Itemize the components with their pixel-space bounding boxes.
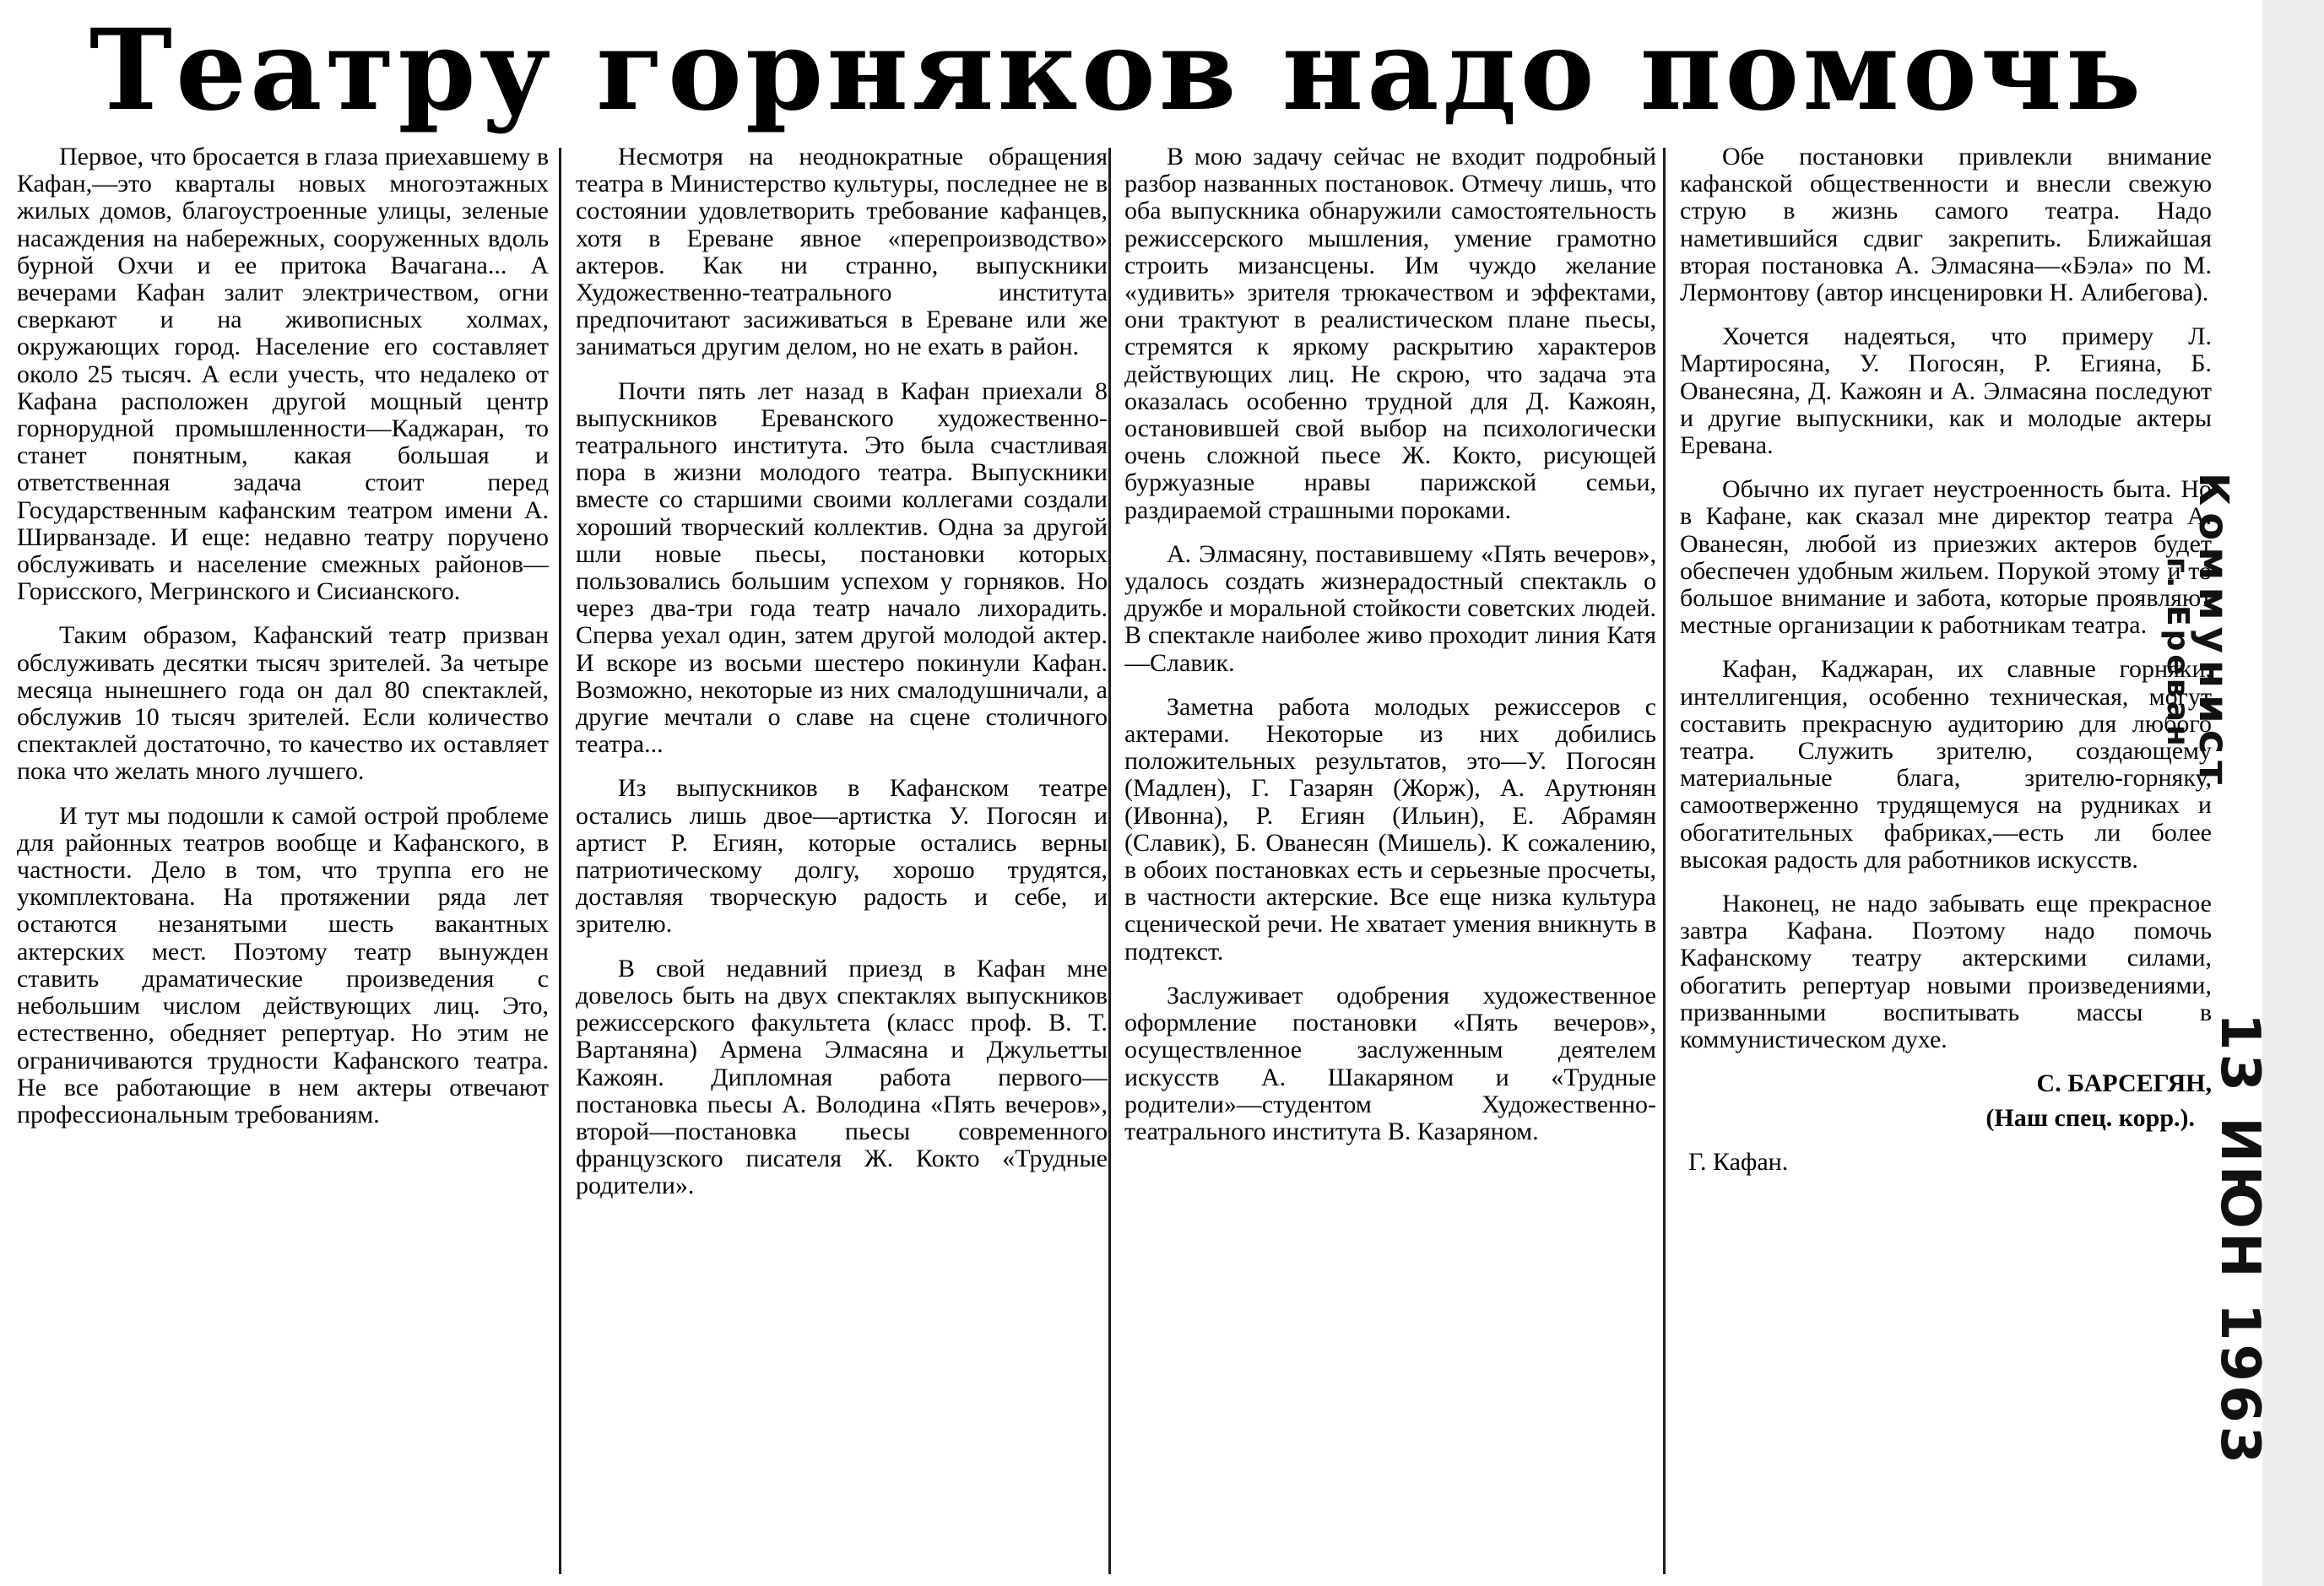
- stamp-city: г. Ереван: [2160, 557, 2195, 750]
- paragraph: Наконец, не надо забывать еще прекрасное завтра Кафана. Поэтому надо помочь Кафанскому театру актерскими силами, обогатить репертуар новыми произведениями, призванными воспитывать массы в коммунистическом духе.: [1680, 890, 2212, 1054]
- column-divider: [559, 148, 561, 1574]
- author-signature: С. БАРСЕГЯН,: [2036, 1069, 2212, 1098]
- article-column-2: [576, 143, 1108, 1578]
- article-headline: Театру горняков надо помочь: [89, 5, 2145, 136]
- paragraph: Первое, что бросается в глаза приехавшему в Кафан,—это кварталы новых многоэтажных жилых домов, благоустроенные улицы, зеленые насаждения на набережных, сооруженных вдоль бурной Охчи и ее притока Вачагана... А вечерами Кафан залит электричеством, огни сверкают и на живописных холмах, окружающих город. Население его составляет около 25 тысяч. А если учесть, что недалеко от Кафана расположен другой мощный центр горнорудной промышленности—Каджаран, то станет понятным, какая большая и ответственная задача стоит перед Государственным кафанским театром имени А. Ширванзаде. И еще: недавно театру поручено обслуживать и население смежных районов—Горисского, Мегринского и Сисианского.: [17, 143, 549, 606]
- paragraph: В свой недавний приезд в Кафан мне довелось быть на двух спектаклях выпускников режиссерского факультета (класс проф. В. Т. Вартаняна) Армена Элмасяна и Джульетты Кажоян. Дипломная работа первого—постановка пьесы А. Володина «Пять вечеров», второй—постановка пьесы современного французского писателя Ж. Кокто «Трудные родители».: [576, 954, 1108, 1200]
- paragraph: Заметна работа молодых режиссеров с актерами. Некоторые из них добились положительных результатов, это—У. Погосян (Мадлен), Г. Газарян (Жорж), А. Арутюнян (Ивонна), Р. Егиян (Ильин), Е. Абрамян (Славик), Б. Ованесян (Мишель). К сожалению, в обоих постановках есть и серьезные просчеты, в частности актерские. Все еще низка культура сценической речи. Не хватает умения вникнуть в подтекст.: [1124, 692, 1656, 966]
- article-column-1: [17, 143, 549, 1578]
- paragraph: Хочется надеяться, что примеру Л. Мартиросяна, У. Погосян, Р. Егияна, Б. Ованесяна, Д. Кажоян и А. Элмасяна последуют и другие выпускники, как и молодые актеры Еревана.: [1680, 322, 2212, 460]
- dateline: Г. Кафан.: [1688, 1147, 1789, 1176]
- paragraph: А. Элмасяну, поставившему «Пять вечеров», удалось создать жизнерадостный спектакль о дружбе и моральной стойкости советских людей. В спектакле наиболее живо проходит линия Катя—Славик.: [1124, 539, 1656, 677]
- paragraph: В мою задачу сейчас не входит подробный разбор названных постановок. Отмечу лишь, что оба выпускника обнаружили самостоятельность режиссерского мышления, умение грамотно строить мизансцены. Им чуждо желание «удивить» зрителя трюкачеством и эффектами, они трактуют в реалистическом плане пьесы, стремятся к яркому раскрытию характеров действующих лиц. Не скрою, что задача эта оказалась особенно трудной для Д. Кажоян, остановившей свой выбор на психологически очень сложной пьесе Ж. Кокто, рисующей буржуазные нравы парижской семьи, раздираемой страшными пороками.: [1124, 143, 1656, 524]
- author-affiliation: (Наш спец. корр.).: [1985, 1103, 2195, 1132]
- paragraph: Кафан, Каджаран, их славные горняки, интеллигенция, особенно техническая, могут составить прекрасную аудиторию для любого театра. Служить зрителю, создающему материальные блага, зрителю-горняку, самоотверженно трудящемуся на рудниках и обогатительных фабриках,—есть ли более высокая радость для работников искусств.: [1680, 655, 2212, 874]
- paragraph: Почти пять лет назад в Кафан приехали 8 выпускников Ереванского художественно-театрального института. Это была счастливая пора в жизни молодого театра. Выпускники вместе со старшими своими коллегами создали хороший творческий коллектив. Одна за другой шли новые пьесы, постановки которых пользовались большим успехом у горняков. Но через два-три года театр начало лихорадить. Сперва уехал один, затем другой молодой актер. И вскоре из восьми шестеро покинули Кафан. Возможно, некоторые из них смалодушничали, а другие мечтали о славе на сцене столичного театра...: [576, 376, 1108, 759]
- paragraph: И тут мы подошли к самой острой проблеме для районных театров вообще и Кафанского, в частности. Дело в том, что труппа его не укомплектована. На протяжении ряда лет остаются незанятыми шесть вакантных актерских мест. Поэтому театр вынужден ставить драматические произведения с небольшим числом действующих лиц. Это, естественно, обедняет репертуар. Но этим не ограничиваются трудности Кафанского театра. Не все работающие в нем актеры отвечают профессиональным требованиям.: [17, 801, 549, 1129]
- paragraph: Обе постановки привлекли внимание кафанской общественности и внесли свежую струю в жизнь самого театра. Надо наметившийся сдвиг закрепить. Ближайшая вторая постановка А. Элмасяна—«Бэла» по М. Лермонтову (автор инсценировки Н. Алибегова).: [1680, 143, 2212, 307]
- column-divider: [1108, 148, 1111, 1574]
- stamp-date: 13 ИЮН 1963: [2208, 1013, 2271, 1467]
- paragraph: Несмотря на неоднократные обращения театра в Министерство культуры, последнее не в состоянии удовлетворить требование кафанцев, хотя в Ереване явное «перепроизводство» актеров. Как ни странно, выпускники Художественно-театрального института предпочитают засиживаться в Ереване или же заниматься другим делом, но не ехать в район.: [576, 143, 1108, 361]
- article-column-3: [1124, 143, 1656, 1578]
- paragraph: Таким образом, Кафанский театр призван обслуживать десятки тысяч зрителей. За четыре месяца нынешнего года он дал 80 спектаклей, обслужив 10 тысяч зрителей. Если количество спектаклей достаточно, то качество их оставляет пока что желать много лучшего.: [17, 621, 549, 786]
- column-divider: [1663, 148, 1666, 1574]
- stamp-newspaper-name: Коммунист: [2190, 473, 2237, 792]
- paragraph: Заслуживает одобрения художественное оформление постановки «Пять вечеров», осуществленное заслуженным деятелем искусств А. Шакаряном и «Трудные родители»—студентом Художественно-театрального института В. Казаряном.: [1124, 981, 1656, 1145]
- article-column-4: [1680, 143, 2212, 1578]
- paragraph: Обычно их пугает неустроенность быта. Но в Кафане, как сказал мне директор театра А. Ованесян, любой из приезжих актеров будет обеспечен удобным жильем. Порукой этому и то большое внимание и забота, которые проявляют местные организации к работникам театра.: [1680, 475, 2212, 640]
- paragraph: Из выпускников в Кафанском театре остались лишь двое—артистка У. Погосян и артист Р. Егиян, которые остались верны патриотическому долгу, хорошо трудятся, доставляя творческую радость и себе, и зрителю.: [576, 774, 1108, 939]
